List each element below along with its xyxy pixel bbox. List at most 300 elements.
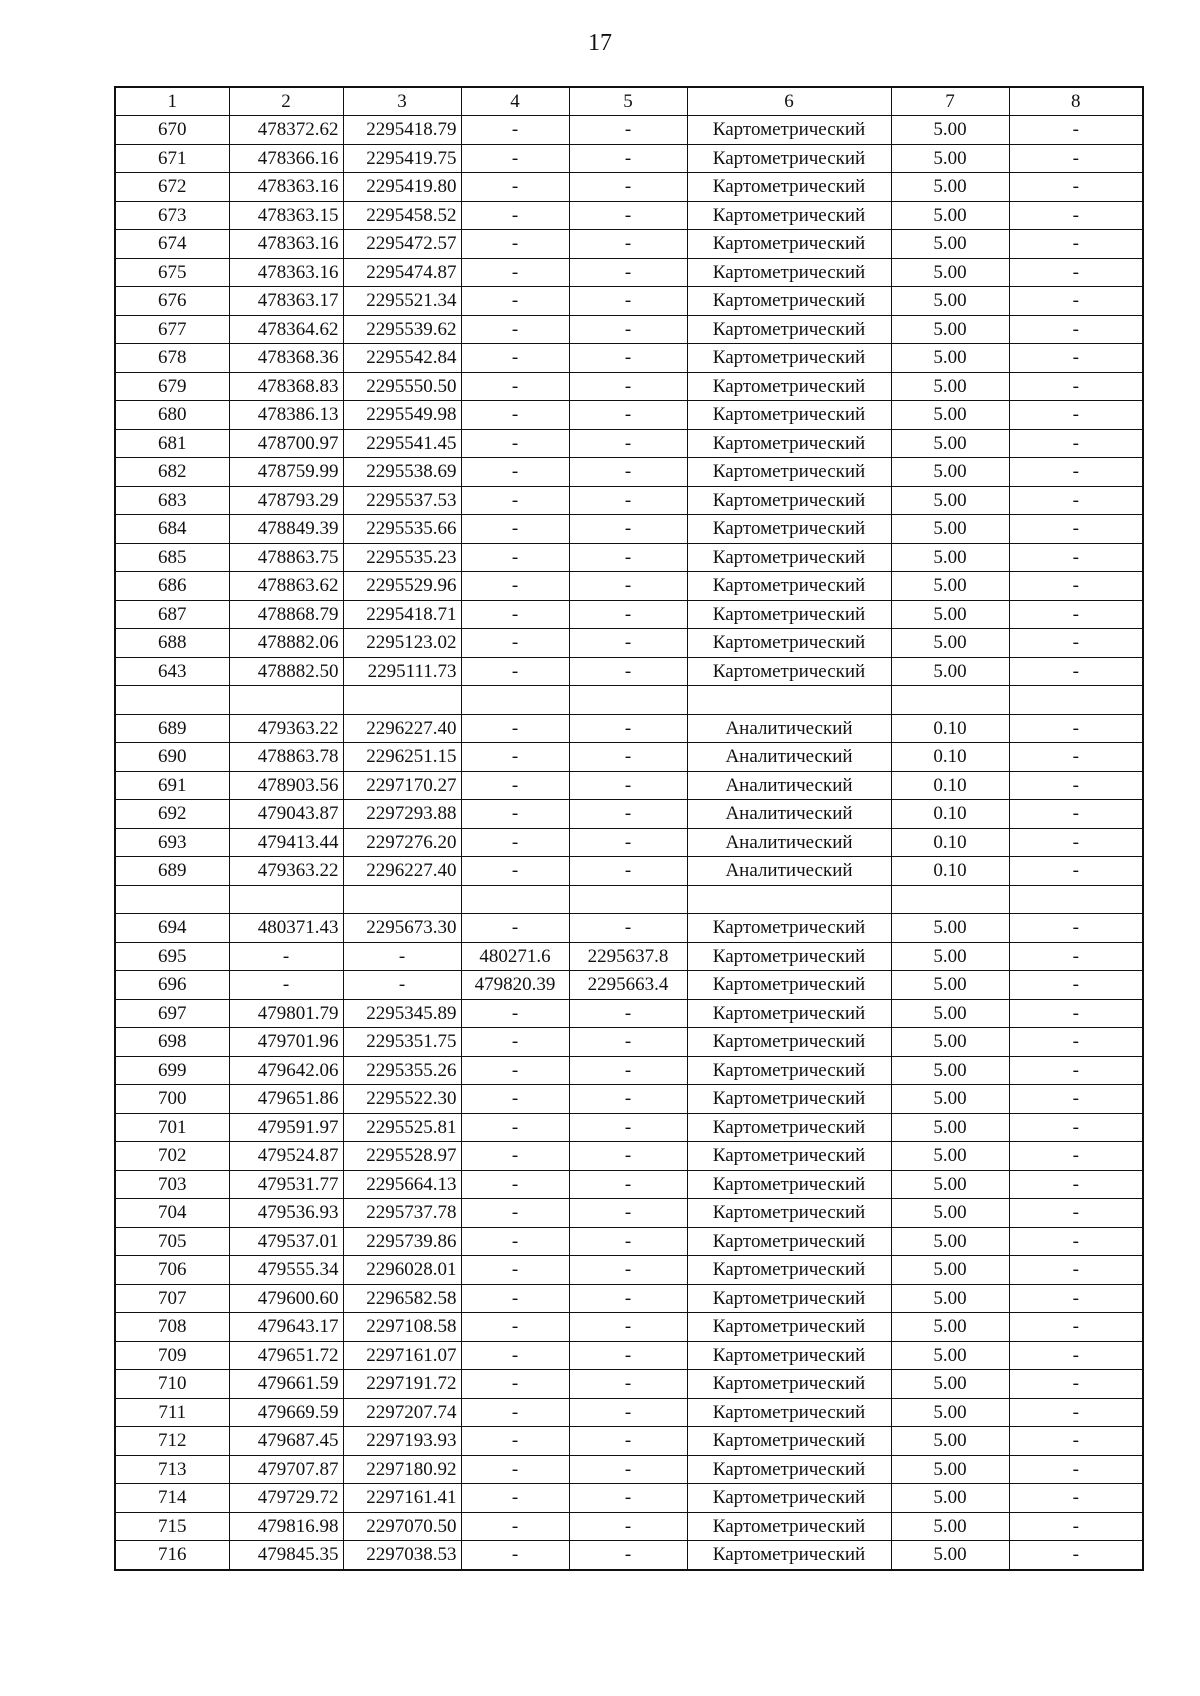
- table-cell-col-3: 2295419.75: [343, 144, 461, 173]
- table-cell-col-4: -: [461, 144, 569, 173]
- table-cell-col-6: Картометрический: [687, 1028, 891, 1057]
- table-cell-col-5: -: [569, 771, 687, 800]
- table-cell-col-6: Картометрический: [687, 543, 891, 572]
- table-cell-col-2: 478363.15: [229, 201, 343, 230]
- table-cell-col-3: [343, 686, 461, 715]
- table-cell-col-8: -: [1009, 258, 1143, 287]
- table-cell-col-6: Картометрический: [687, 1484, 891, 1513]
- table-cell-col-1: 696: [115, 971, 229, 1000]
- table-cell-col-5: -: [569, 1313, 687, 1342]
- table-cell-col-4: -: [461, 999, 569, 1028]
- table-cell-col-3: 2295418.71: [343, 600, 461, 629]
- table-cell-col-5: -: [569, 1484, 687, 1513]
- table-cell-col-6: Картометрический: [687, 942, 891, 971]
- table-cell-col-7: 5.00: [891, 1142, 1009, 1171]
- table-cell-col-3: 2295538.69: [343, 458, 461, 487]
- table-cell-col-7: 0.10: [891, 714, 1009, 743]
- table-cell-col-8: -: [1009, 1512, 1143, 1541]
- table-cell-col-1: 697: [115, 999, 229, 1028]
- table-cell-col-6: Аналитический: [687, 857, 891, 886]
- table-cell-col-1: 711: [115, 1398, 229, 1427]
- table-cell-col-6: Картометрический: [687, 258, 891, 287]
- table-cell-col-6: Картометрический: [687, 344, 891, 373]
- table-cell-col-1: 698: [115, 1028, 229, 1057]
- table-cell-col-3: 2297180.92: [343, 1455, 461, 1484]
- table-row: [115, 971, 1143, 1000]
- table-row: [115, 1398, 1143, 1427]
- table-cell-col-8: -: [1009, 1398, 1143, 1427]
- table-cell-col-6: Картометрический: [687, 1199, 891, 1228]
- table-cell-col-7: 5.00: [891, 600, 1009, 629]
- table-cell-col-1: 690: [115, 743, 229, 772]
- table-cell-col-2: 480371.43: [229, 914, 343, 943]
- table-cell-col-1: 686: [115, 572, 229, 601]
- table-cell-col-2: 478363.16: [229, 230, 343, 259]
- table-cell-col-4: -: [461, 1199, 569, 1228]
- table-cell-col-2: 479801.79: [229, 999, 343, 1028]
- table-row: [115, 173, 1143, 202]
- table-row: [115, 1113, 1143, 1142]
- table-row: [115, 771, 1143, 800]
- table-row: [115, 572, 1143, 601]
- table-cell-col-4: -: [461, 857, 569, 886]
- table-row: [115, 1028, 1143, 1057]
- table-row: [115, 1085, 1143, 1114]
- table-cell-col-1: 712: [115, 1427, 229, 1456]
- table-cell-col-7: [891, 885, 1009, 914]
- table-cell-col-7: 5.00: [891, 201, 1009, 230]
- coordinates-table: [114, 86, 1144, 1571]
- table-cell-col-1: 708: [115, 1313, 229, 1342]
- table-cell-col-8: -: [1009, 1370, 1143, 1399]
- table-cell-col-6: Картометрический: [687, 372, 891, 401]
- table-cell-col-8: -: [1009, 458, 1143, 487]
- table-cell-col-6: Картометрический: [687, 914, 891, 943]
- table-cell-col-7: 5.00: [891, 1484, 1009, 1513]
- table-cell-col-2: 479591.97: [229, 1113, 343, 1142]
- table-cell-col-1: 671: [115, 144, 229, 173]
- table-cell-col-6: Картометрический: [687, 1256, 891, 1285]
- table-cell-col-4: -: [461, 828, 569, 857]
- table-cell-col-7: 5.00: [891, 287, 1009, 316]
- table-cell-col-3: 2297038.53: [343, 1541, 461, 1570]
- table-cell-col-8: -: [1009, 1227, 1143, 1256]
- table-cell-col-6: Картометрический: [687, 1313, 891, 1342]
- table-cell-col-7: 5.00: [891, 144, 1009, 173]
- table-cell-col-3: 2295111.73: [343, 657, 461, 686]
- table-cell-col-6: Картометрический: [687, 1341, 891, 1370]
- table-cell-col-6: Картометрический: [687, 230, 891, 259]
- table-cell-col-8: -: [1009, 1284, 1143, 1313]
- table-cell-col-1: 674: [115, 230, 229, 259]
- table-cell-col-1: 693: [115, 828, 229, 857]
- table-cell-col-5: -: [569, 116, 687, 145]
- table-cell-col-6: Картометрический: [687, 657, 891, 686]
- table-cell-col-1: 685: [115, 543, 229, 572]
- table-cell-col-8: [1009, 686, 1143, 715]
- table-cell-col-2: [229, 885, 343, 914]
- table-cell-col-5: 2295663.4: [569, 971, 687, 1000]
- table-cell-col-2: [229, 686, 343, 715]
- table-cell-col-2: 478849.39: [229, 515, 343, 544]
- table-cell-col-2: 479816.98: [229, 1512, 343, 1541]
- table-cell-col-2: 479669.59: [229, 1398, 343, 1427]
- table-cell-col-2: 478903.56: [229, 771, 343, 800]
- table-cell-col-4: -: [461, 714, 569, 743]
- table-cell-col-5: -: [569, 828, 687, 857]
- table-cell-col-2: 479845.35: [229, 1541, 343, 1570]
- table-cell-col-3: 2297191.72: [343, 1370, 461, 1399]
- table-cell-col-5: -: [569, 1085, 687, 1114]
- table-cell-col-6: Аналитический: [687, 743, 891, 772]
- table-cell-col-8: -: [1009, 401, 1143, 430]
- table-cell-col-8: -: [1009, 1142, 1143, 1171]
- table-cell-col-8: -: [1009, 543, 1143, 572]
- table-cell-col-5: -: [569, 429, 687, 458]
- table-cell-col-8: -: [1009, 1541, 1143, 1570]
- table-cell-col-4: -: [461, 1284, 569, 1313]
- table-cell-col-3: 2296227.40: [343, 857, 461, 886]
- table-cell-col-1: 675: [115, 258, 229, 287]
- table-cell-col-2: 478386.13: [229, 401, 343, 430]
- table-row: [115, 600, 1143, 629]
- table-row: [115, 144, 1143, 173]
- table-cell-col-3: 2295550.50: [343, 372, 461, 401]
- table-cell-col-1: 684: [115, 515, 229, 544]
- table-cell-col-5: -: [569, 857, 687, 886]
- table-cell-col-3: 2297161.07: [343, 1341, 461, 1370]
- table-cell-col-5: -: [569, 287, 687, 316]
- table-cell-col-2: 479642.06: [229, 1056, 343, 1085]
- table-row: [115, 885, 1143, 914]
- page-number: 17: [588, 30, 612, 56]
- table-cell-col-1: 672: [115, 173, 229, 202]
- table-cell-col-4: -: [461, 1113, 569, 1142]
- table-cell-col-2: 478700.97: [229, 429, 343, 458]
- table-cell-col-5: -: [569, 1256, 687, 1285]
- table-cell-col-8: -: [1009, 1113, 1143, 1142]
- table-cell-col-5: -: [569, 714, 687, 743]
- table-cell-col-4: -: [461, 515, 569, 544]
- table-cell-col-4: -: [461, 771, 569, 800]
- table-cell-col-1: 704: [115, 1199, 229, 1228]
- table-row: [115, 828, 1143, 857]
- column-header-1: 1: [115, 87, 229, 116]
- table-cell-col-2: 478363.16: [229, 173, 343, 202]
- table-cell-col-3: 2295739.86: [343, 1227, 461, 1256]
- table-cell-col-7: 5.00: [891, 1256, 1009, 1285]
- table-cell-col-3: 2295535.66: [343, 515, 461, 544]
- table-cell-col-7: 5.00: [891, 258, 1009, 287]
- table-cell-col-5: [569, 885, 687, 914]
- table-cell-col-7: 5.00: [891, 1028, 1009, 1057]
- table-cell-col-3: 2297207.74: [343, 1398, 461, 1427]
- table-cell-col-6: Картометрический: [687, 486, 891, 515]
- table-cell-col-5: -: [569, 486, 687, 515]
- table-cell-col-3: 2295528.97: [343, 1142, 461, 1171]
- table-cell-col-3: 2295737.78: [343, 1199, 461, 1228]
- table-cell-col-4: [461, 885, 569, 914]
- table-cell-col-4: -: [461, 429, 569, 458]
- table-cell-col-8: -: [1009, 743, 1143, 772]
- table-cell-col-8: -: [1009, 1056, 1143, 1085]
- table-cell-col-8: -: [1009, 1256, 1143, 1285]
- table-cell-col-8: -: [1009, 600, 1143, 629]
- table-cell-col-1: 707: [115, 1284, 229, 1313]
- table-cell-col-3: 2295472.57: [343, 230, 461, 259]
- table-cell-col-4: -: [461, 1056, 569, 1085]
- table-row: [115, 1427, 1143, 1456]
- table-cell-col-2: 479707.87: [229, 1455, 343, 1484]
- table-cell-col-3: -: [343, 971, 461, 1000]
- table-cell-col-8: -: [1009, 1427, 1143, 1456]
- table-cell-col-4: -: [461, 1085, 569, 1114]
- table-cell-col-5: -: [569, 173, 687, 202]
- table-cell-col-5: -: [569, 401, 687, 430]
- table-cell-col-5: -: [569, 1113, 687, 1142]
- column-header-7: 7: [891, 87, 1009, 116]
- table-cell-col-8: -: [1009, 144, 1143, 173]
- table-cell-col-4: -: [461, 800, 569, 829]
- table-cell-col-1: 682: [115, 458, 229, 487]
- table-cell-col-8: -: [1009, 857, 1143, 886]
- table-row: [115, 800, 1143, 829]
- table-cell-col-7: 5.00: [891, 1541, 1009, 1570]
- table-cell-col-1: 709: [115, 1341, 229, 1370]
- table-cell-col-4: -: [461, 230, 569, 259]
- table-cell-col-5: -: [569, 344, 687, 373]
- table-cell-col-7: 5.00: [891, 372, 1009, 401]
- table-cell-col-8: -: [1009, 1484, 1143, 1513]
- table-row: [115, 1370, 1143, 1399]
- table-cell-col-7: 5.00: [891, 1113, 1009, 1142]
- table-cell-col-8: -: [1009, 1085, 1143, 1114]
- table-cell-col-6: Картометрический: [687, 201, 891, 230]
- table-cell-col-3: -: [343, 942, 461, 971]
- table-cell-col-4: -: [461, 1455, 569, 1484]
- table-cell-col-3: 2296028.01: [343, 1256, 461, 1285]
- table-cell-col-6: Картометрический: [687, 401, 891, 430]
- table-cell-col-1: 688: [115, 629, 229, 658]
- table-cell-col-1: 683: [115, 486, 229, 515]
- table-row: [115, 657, 1143, 686]
- table-row: [115, 201, 1143, 230]
- table-cell-col-5: -: [569, 1056, 687, 1085]
- table-cell-col-1: 692: [115, 800, 229, 829]
- table-cell-col-4: [461, 686, 569, 715]
- table-cell-col-5: -: [569, 258, 687, 287]
- table-cell-col-2: 479537.01: [229, 1227, 343, 1256]
- table-cell-col-8: -: [1009, 572, 1143, 601]
- table-cell-col-4: -: [461, 1170, 569, 1199]
- table-cell-col-4: 480271.6: [461, 942, 569, 971]
- table-cell-col-7: 5.00: [891, 1227, 1009, 1256]
- table-cell-col-7: 5.00: [891, 173, 1009, 202]
- table-cell-col-3: 2295539.62: [343, 315, 461, 344]
- table-cell-col-8: -: [1009, 914, 1143, 943]
- table-cell-col-5: -: [569, 600, 687, 629]
- table-cell-col-5: -: [569, 629, 687, 658]
- table-cell-col-3: 2295355.26: [343, 1056, 461, 1085]
- table-cell-col-1: 714: [115, 1484, 229, 1513]
- table-cell-col-1: 679: [115, 372, 229, 401]
- table-cell-col-5: -: [569, 657, 687, 686]
- table-cell-col-3: 2296251.15: [343, 743, 461, 772]
- table-row: [115, 315, 1143, 344]
- table-cell-col-3: 2295123.02: [343, 629, 461, 658]
- table-cell-col-2: 479701.96: [229, 1028, 343, 1057]
- table-cell-col-6: Картометрический: [687, 458, 891, 487]
- table-cell-col-7: 5.00: [891, 1455, 1009, 1484]
- table-cell-col-4: -: [461, 315, 569, 344]
- table-cell-col-4: -: [461, 287, 569, 316]
- table-cell-col-5: -: [569, 144, 687, 173]
- table-cell-col-6: Картометрический: [687, 1284, 891, 1313]
- table-cell-col-3: 2295345.89: [343, 999, 461, 1028]
- table-row: [115, 942, 1143, 971]
- table-cell-col-5: -: [569, 1028, 687, 1057]
- table-cell-col-6: Аналитический: [687, 800, 891, 829]
- table-cell-col-7: 5.00: [891, 429, 1009, 458]
- table-cell-col-6: Картометрический: [687, 1170, 891, 1199]
- column-header-8: 8: [1009, 87, 1143, 116]
- table-cell-col-5: -: [569, 1341, 687, 1370]
- table-cell-col-8: -: [1009, 287, 1143, 316]
- table-cell-col-5: -: [569, 1199, 687, 1228]
- table-cell-col-7: 5.00: [891, 401, 1009, 430]
- table-cell-col-6: Картометрический: [687, 287, 891, 316]
- column-header-3: 3: [343, 87, 461, 116]
- table-cell-col-4: 479820.39: [461, 971, 569, 1000]
- table-cell-col-2: 479600.60: [229, 1284, 343, 1313]
- table-row: [115, 1056, 1143, 1085]
- table-cell-col-1: 716: [115, 1541, 229, 1570]
- table-cell-col-3: 2295549.98: [343, 401, 461, 430]
- table-cell-col-4: -: [461, 372, 569, 401]
- table-cell-col-6: Картометрический: [687, 1398, 891, 1427]
- table-cell-col-2: 478363.16: [229, 258, 343, 287]
- table-row: [115, 287, 1143, 316]
- table-cell-col-7: 5.00: [891, 942, 1009, 971]
- table-row: [115, 743, 1143, 772]
- table-cell-col-6: Аналитический: [687, 714, 891, 743]
- table-cell-col-4: -: [461, 543, 569, 572]
- table-cell-col-5: -: [569, 543, 687, 572]
- table-cell-col-2: 478368.83: [229, 372, 343, 401]
- table-cell-col-7: 5.00: [891, 572, 1009, 601]
- table-cell-col-5: -: [569, 743, 687, 772]
- table-cell-col-4: -: [461, 1398, 569, 1427]
- table-cell-col-7: 5.00: [891, 1512, 1009, 1541]
- table-cell-col-2: 478882.50: [229, 657, 343, 686]
- table-cell-col-2: 479413.44: [229, 828, 343, 857]
- table-cell-col-1: 699: [115, 1056, 229, 1085]
- table-cell-col-6: Картометрический: [687, 1113, 891, 1142]
- table-cell-col-1: 681: [115, 429, 229, 458]
- table-cell-col-6: Аналитический: [687, 828, 891, 857]
- table-row: [115, 1256, 1143, 1285]
- table-cell-col-5: -: [569, 1512, 687, 1541]
- table-cell-col-4: -: [461, 600, 569, 629]
- table-cell-col-2: 479651.72: [229, 1341, 343, 1370]
- table-cell-col-7: 5.00: [891, 1427, 1009, 1456]
- table-row: [115, 429, 1143, 458]
- table-cell-col-2: 479531.77: [229, 1170, 343, 1199]
- table-header-row: [115, 87, 1143, 116]
- table-row: [115, 1227, 1143, 1256]
- table-cell-col-2: 479729.72: [229, 1484, 343, 1513]
- table-cell-col-4: -: [461, 344, 569, 373]
- table-cell-col-3: [343, 885, 461, 914]
- table-cell-col-6: Картометрический: [687, 1541, 891, 1570]
- table-cell-col-2: 478863.78: [229, 743, 343, 772]
- table-cell-col-6: Картометрический: [687, 999, 891, 1028]
- table-cell-col-1: 680: [115, 401, 229, 430]
- table-cell-col-7: 5.00: [891, 1085, 1009, 1114]
- table-cell-col-8: -: [1009, 999, 1143, 1028]
- table-cell-col-5: -: [569, 1170, 687, 1199]
- table-cell-col-2: -: [229, 971, 343, 1000]
- table-cell-col-1: 689: [115, 857, 229, 886]
- table-row: [115, 629, 1143, 658]
- table-cell-col-1: [115, 686, 229, 715]
- table-cell-col-7: 5.00: [891, 1170, 1009, 1199]
- table-cell-col-8: -: [1009, 1199, 1143, 1228]
- table-cell-col-8: -: [1009, 344, 1143, 373]
- table-cell-col-3: 2295521.34: [343, 287, 461, 316]
- table-cell-col-7: 5.00: [891, 1199, 1009, 1228]
- table-cell-col-8: -: [1009, 800, 1143, 829]
- table-row: [115, 1541, 1143, 1570]
- table-cell-col-2: 479687.45: [229, 1427, 343, 1456]
- table-cell-col-3: 2297170.27: [343, 771, 461, 800]
- table-cell-col-8: -: [1009, 116, 1143, 145]
- table-cell-col-3: 2297161.41: [343, 1484, 461, 1513]
- column-header-6: 6: [687, 87, 891, 116]
- table-cell-col-3: 2295529.96: [343, 572, 461, 601]
- table-cell-col-6: Аналитический: [687, 771, 891, 800]
- table-cell-col-3: 2297193.93: [343, 1427, 461, 1456]
- table-cell-col-7: 5.00: [891, 344, 1009, 373]
- table-cell-col-3: 2295458.52: [343, 201, 461, 230]
- table-cell-col-6: [687, 686, 891, 715]
- column-header-5: 5: [569, 87, 687, 116]
- table-cell-col-8: -: [1009, 828, 1143, 857]
- table-row: [115, 686, 1143, 715]
- table-cell-col-1: 687: [115, 600, 229, 629]
- table-row: [115, 714, 1143, 743]
- table-row: [115, 1484, 1143, 1513]
- table-cell-col-5: -: [569, 201, 687, 230]
- table-row: [115, 1142, 1143, 1171]
- table-cell-col-7: 5.00: [891, 629, 1009, 658]
- table-cell-col-7: 5.00: [891, 914, 1009, 943]
- table-cell-col-1: [115, 885, 229, 914]
- table-row: [115, 543, 1143, 572]
- table-cell-col-1: 695: [115, 942, 229, 971]
- table-cell-col-2: 479043.87: [229, 800, 343, 829]
- table-cell-col-1: 706: [115, 1256, 229, 1285]
- table-cell-col-4: -: [461, 914, 569, 943]
- table-cell-col-3: 2297293.88: [343, 800, 461, 829]
- table-cell-col-8: -: [1009, 1028, 1143, 1057]
- table-row: [115, 999, 1143, 1028]
- table-cell-col-1: 676: [115, 287, 229, 316]
- table-cell-col-5: -: [569, 999, 687, 1028]
- table-cell-col-5: -: [569, 1142, 687, 1171]
- table-row: [115, 372, 1143, 401]
- table-cell-col-8: -: [1009, 486, 1143, 515]
